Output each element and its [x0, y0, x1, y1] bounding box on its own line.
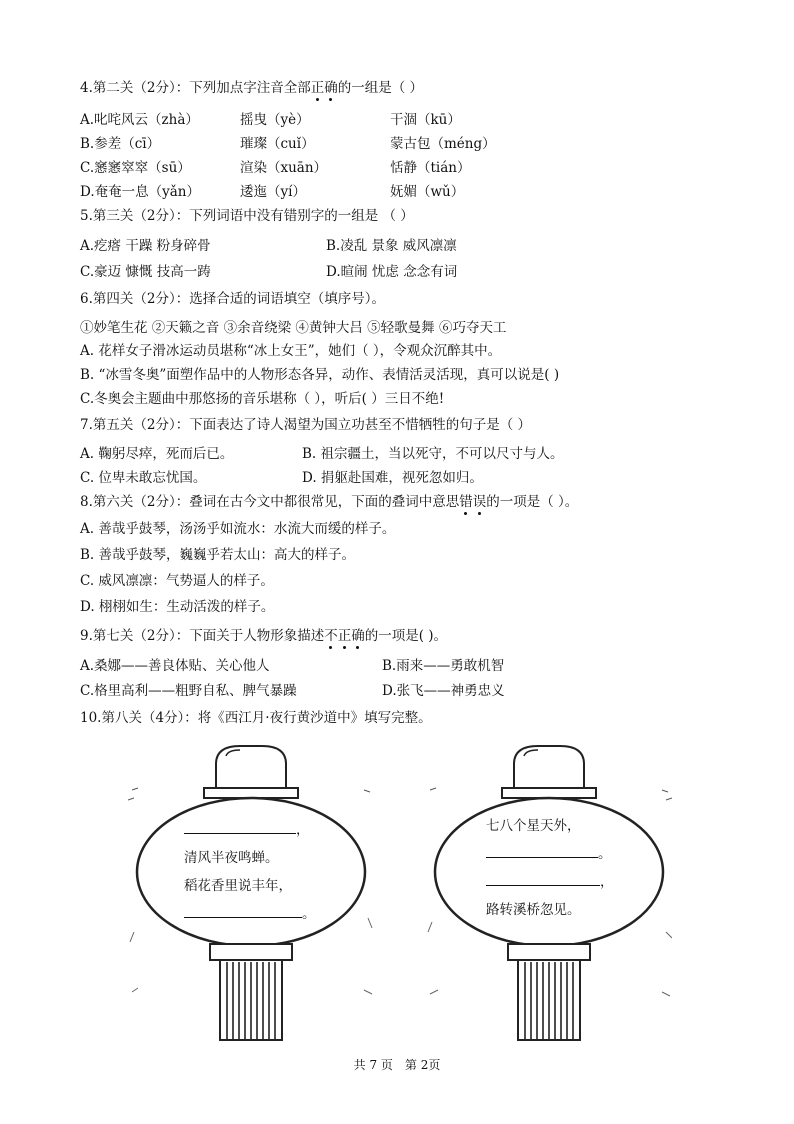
q5-option-b: B.凌乱 景象 威风凛凛 [326, 238, 457, 254]
q8-option-d: D. 栩栩如生：生动活泼的样子。 [80, 599, 275, 615]
q7-option-a: A. 鞠躬尽瘁，死而后已。 [80, 446, 234, 462]
q6-sentence-c: C.冬奥会主题曲中那悠扬的音乐堪称（ ），听后( ）三日不绝! [80, 391, 445, 407]
q7-option-c: C. 位卑未敢忘忧国。 [80, 470, 207, 486]
q9-stem-part-a: 9.第七关（2分）：下面关于人物形象描述 [80, 628, 325, 644]
poem-line-8: 路转溪桥忽见。 [486, 902, 581, 918]
q8-option-b: B. 善哉乎鼓琴，巍巍乎若太山：高大的样子。 [80, 547, 356, 563]
q9-option-c: C.格里高利——粗野自私、脾气暴躁 [80, 683, 297, 699]
poem-line-2: 清风半夜鸣蝉。 [184, 850, 279, 866]
q4-stem-part-c: 的一组是（ ） [337, 80, 424, 96]
q8-stem-part-c: 的一项是（ ）。 [486, 494, 579, 510]
total-pages: 共 7 页 [353, 1058, 393, 1072]
page-footer [0, 1056, 794, 1073]
right-lantern-text: 七八个星天外， 。 ， 路转溪桥忽见。 [486, 812, 614, 924]
q4-option-c3: 恬静（tián） [390, 160, 471, 176]
q4-option-c2: 渲染（xuān） [240, 160, 328, 176]
q4-stem-part-b: 正确 [310, 80, 338, 96]
q4-option-a2: 摇曳（yè） [240, 112, 310, 128]
q4-option-a3: 干涸（kū） [390, 112, 461, 128]
q9-stem-part-c: 的一项是( )。 [364, 628, 448, 644]
q10-stem: 10.第八关（4分）：将《西江月·夜行黄沙道中》填写完整。 [80, 710, 432, 726]
left-lantern-text: ， 清风半夜鸣蝉。 稻花香里说丰年， 。 [184, 816, 316, 928]
poem-blank-1[interactable] [184, 819, 296, 834]
q8-option-a: A. 善哉乎鼓琴，汤汤乎如流水：水流大而缓的样子。 [80, 521, 396, 537]
q4-option-b2: 璀璨（cuǐ） [240, 136, 315, 152]
q7-stem: 7.第五关（2分）：下面表达了诗人渴望为国立功甚至不惜牺牲的句子是（ ） [80, 417, 532, 433]
q5-option-a: A.疙瘩 干躁 粉身碎骨 [80, 238, 211, 254]
q4-option-b3: 蒙古包（méng） [390, 136, 496, 152]
q7-option-d: D. 捐躯赴国难，视死忽如归。 [302, 470, 483, 486]
q8-stem [80, 492, 578, 512]
poem-blank-4[interactable] [486, 871, 600, 886]
q4-option-d2: 逶迤（yí） [240, 184, 306, 200]
q5-option-c: C.豪迈 慷慨 技高一踌 [80, 264, 211, 280]
poem-blank-3[interactable] [486, 843, 598, 858]
q6-options: ①妙笔生花 ②天籁之音 ③余音绕梁 ④黄钟大吕 ⑤轻歌曼舞 ⑥巧夺天工 [80, 320, 507, 336]
q6-sentence-b: B. “冰雪冬奥”面塑作品中的人物形态各异，动作、表情活灵活现，真可以说是( ) [80, 367, 560, 383]
q5-stem: 5.第三关（2分）：下列词语中没有错别字的一组是 （ ） [80, 208, 414, 224]
poem-line-3: 稻花香里说丰年， [184, 878, 292, 894]
q8-option-c: C. 威风凛凛：气势逼人的样子。 [80, 573, 274, 589]
q9-stem-part-b: 不正确 [324, 628, 365, 644]
q8-stem-part-a: 8.第六关（2分）：叠词在古今文中都很常见，下面的叠词中意思 [80, 494, 460, 510]
q4-option-d1: D.奄奄一息（yǎn） [80, 184, 201, 200]
q6-sentence-a: A. 花样女子滑冰运动员堪称“冰上女王”，她们（ ），令观众沉醉其中。 [80, 343, 502, 359]
poem-blank-2[interactable] [184, 903, 302, 918]
q4-stem-part-a: 4.第二关（2分）：下列加点字注音全部 [80, 80, 311, 96]
q9-stem [80, 626, 447, 646]
q8-stem-part-b: 错误 [459, 494, 487, 510]
q4-option-d3: 妩媚（wǔ） [390, 184, 465, 200]
current-page: 第 2页 [404, 1058, 441, 1072]
poem-line-5: 七八个星天外， [486, 818, 581, 834]
q4-stem [80, 78, 423, 98]
q4-option-a1: A.叱咤风云（zhà） [80, 112, 199, 128]
q7-option-b: B. 祖宗疆土，当以死守，不可以尺寸与人。 [302, 446, 564, 462]
q9-option-d: D.张飞——神勇忠义 [382, 683, 505, 699]
q9-option-a: A.桑娜——善良体贴、关心他人 [80, 658, 270, 674]
q9-option-b: B.雨来——勇敢机智 [382, 658, 505, 674]
q4-option-c1: C.窸窸窣窣（sū） [80, 160, 191, 176]
q4-option-b1: B.参差（cī） [80, 136, 161, 152]
q5-option-d: D.暄闹 忧虑 念念有词 [326, 264, 458, 280]
q6-stem: 6.第四关（2分）：选择合适的词语填空（填序号）。 [80, 291, 385, 307]
